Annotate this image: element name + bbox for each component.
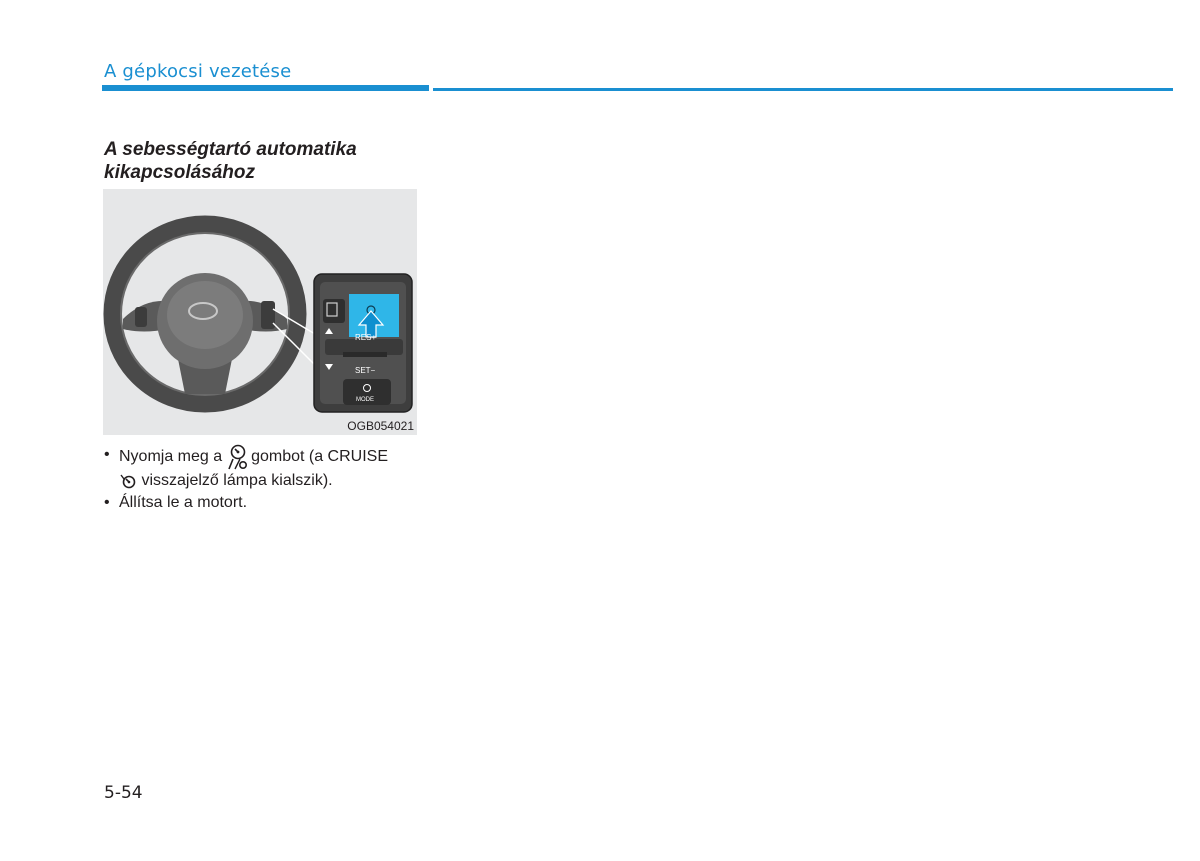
cruise-io-icon [227,444,247,470]
cruise-indicator-icon [119,473,137,489]
item1-text-b: gombot (a CRUISE [251,448,388,466]
page-number: 5-54 [104,783,143,803]
list-item [104,444,418,492]
list-item [104,492,418,514]
figure-code: OGB054021 [347,419,414,433]
svg-text:SET−: SET− [355,366,376,375]
item2-text: Állítsa le a motort. [119,494,248,511]
section-title: A sebességtartó automatika kikapcsolásához [104,139,357,183]
header-rule-thick [102,85,429,91]
header-section-title: A gépkocsi vezetése [104,61,292,82]
item1-text-a: Nyomja meg a [119,448,223,466]
header-rule-thin [433,88,1173,91]
steering-wheel-figure [103,189,417,435]
steering-wheel-illustration [103,189,417,435]
bullet-dot: • [104,446,110,463]
item1-text-c: visszajelző lámpa kialszik). [141,472,333,489]
svg-text:RES+: RES+ [355,333,377,342]
instruction-list [104,444,418,514]
svg-text:MODE: MODE [356,397,374,403]
bullet-dot: • [104,494,110,511]
